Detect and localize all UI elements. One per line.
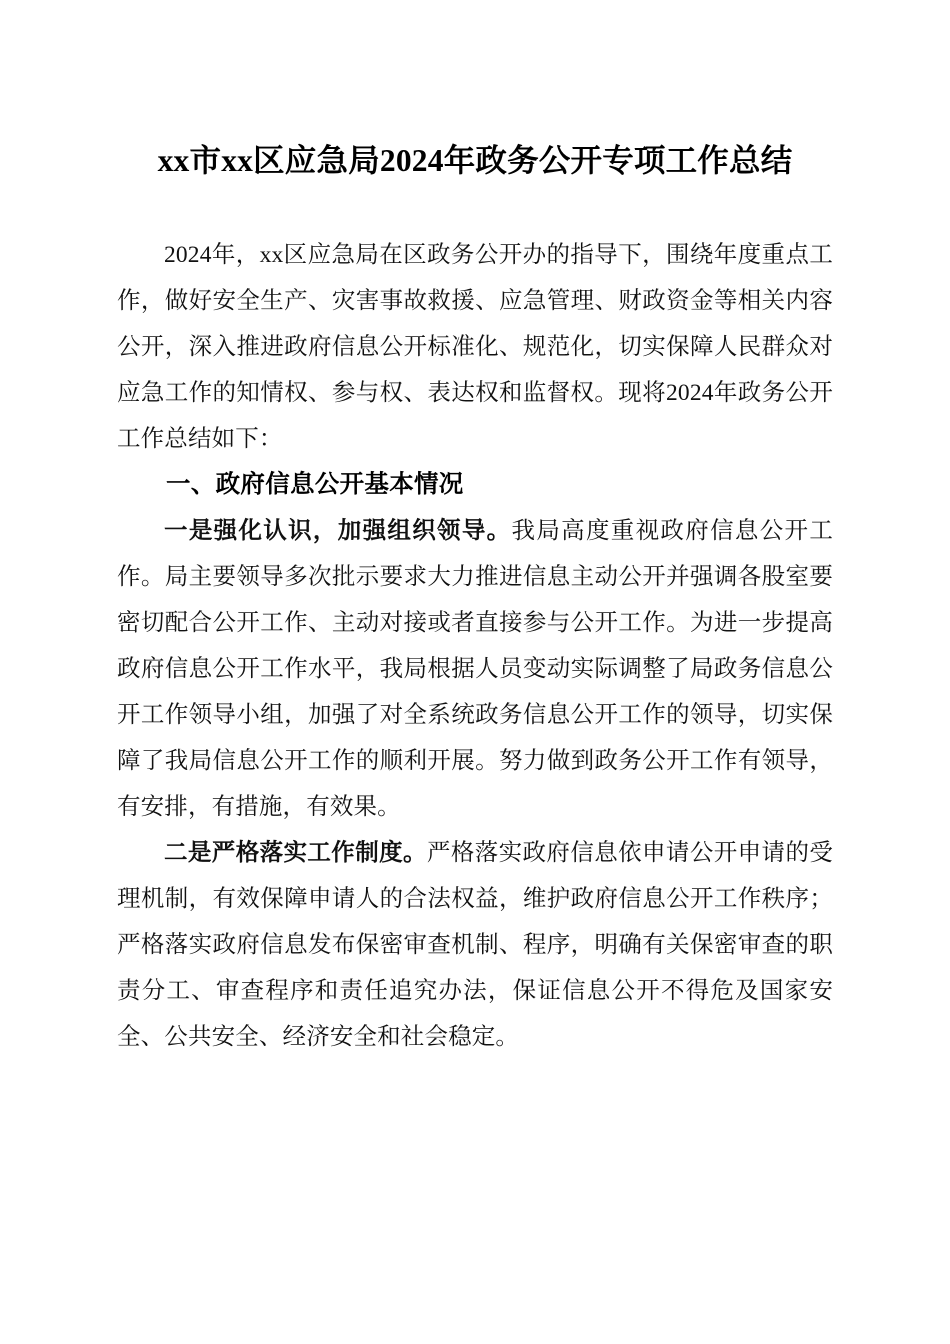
paragraph-item-one — [117, 508, 833, 830]
paragraph-item-two — [117, 830, 833, 1060]
title-spacer — [117, 184, 833, 232]
section-heading-1: 一、政府信息公开基本情况 — [166, 471, 464, 498]
document-content — [117, 0, 833, 1060]
paragraph-item-one-lead: 一是强化认识，加强组织领导。 — [164, 518, 512, 544]
paragraph-item-two-lead: 二是严格落实工作制度。 — [164, 840, 427, 866]
document-title: xx市xx区应急局2024年政务公开专项工作总结 — [157, 143, 793, 178]
intro-paragraph: 2024年，xx区应急局在区政务公开办的指导下，围绕年度重点工作，做好安全生产、灾害事故救援、应急管理、财政资金等相关内容公开，深入推进政府信息公开标准化、规范化，切实保障人民群众对应急工作的知情权、参与权、表达权和监督权。现将2024年政务公开工作总结如下： — [117, 242, 833, 452]
paragraph-item-two-body: 严格落实政府信息依申请公开申请的受理机制，有效保障申请人的合法权益，维护政府信息公开工作秩序；严格落实政府信息发布保密审查机制、程序，明确有关保密审查的职责分工、审查程序和责任追究办法，保证信息公开不得危及国家安全、公共安全、经济安全和社会稳定。 — [117, 840, 833, 1050]
paragraph-item-one-body: 我局高度重视政府信息公开工作。局主要领导多次批示要求大力推进信息主动公开并强调各股室要密切配合公开工作、主动对接或者直接参与公开工作。为进一步提高政府信息公开工作水平，我局根据人员变动实际调整了局政务信息公开工作领导小组，加强了对全系统政务信息公开工作的领导，切实保障了我局信息公开工作的顺利开展。努力做到政务公开工作有领导，有安排，有措施，有效果。 — [117, 518, 833, 820]
